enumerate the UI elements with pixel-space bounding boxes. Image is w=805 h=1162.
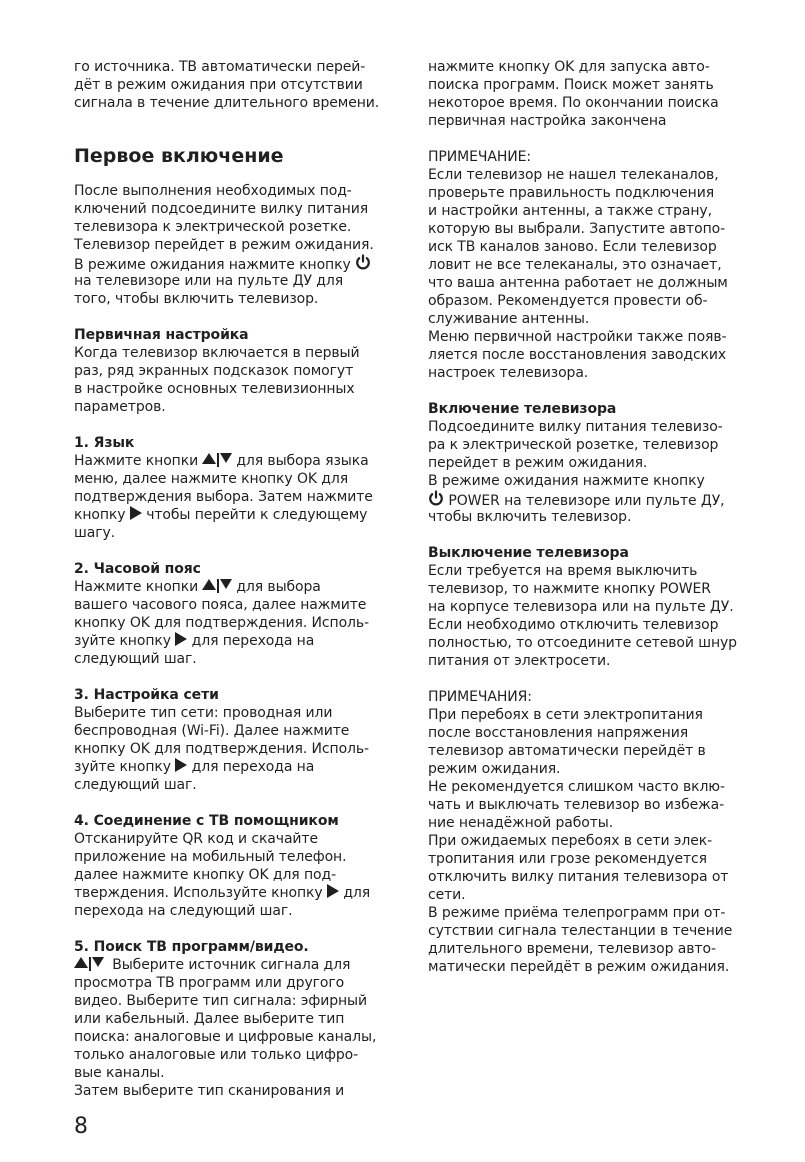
right-arrow-icon [175, 632, 187, 646]
text-line: проверьте правильность подключения [428, 185, 715, 201]
text-span: Выберите источник сигнала для [112, 957, 351, 973]
power-icon [428, 490, 444, 506]
text-line: питания от электросети. [428, 653, 611, 669]
text-line: параметров. [74, 399, 166, 415]
text-span: зуйте кнопку [74, 633, 171, 649]
text-line: вашего часового пояса, далее нажмите [74, 597, 367, 613]
text-line: первичная настройка закончена [428, 113, 667, 129]
text-line: Если телевизор не нашел телеканалов, [428, 167, 719, 183]
text-line: приложение на мобильный телефон. [74, 849, 347, 865]
text-line: служивание антенны. [428, 311, 590, 327]
text-span: для выбора [236, 579, 321, 595]
text-line: режим ожидания. [428, 761, 561, 777]
text-line: настроек телевизора. [428, 365, 589, 381]
text-line: телевизор, то нажмите кнопку POWER [428, 581, 711, 597]
text-line: Если требуется на время выключить [428, 563, 698, 579]
text-line: следующий шаг. [74, 777, 197, 793]
text-line: следующий шаг. [74, 651, 197, 667]
text-line: образом. Рекомендуется провести об- [428, 293, 708, 309]
text-line: матически перейдёт в режим ожидания. [428, 959, 730, 975]
text-line: беспроводная (Wi-Fi). Далее нажмите [74, 723, 350, 739]
text-line: ключений подсоедините вилку питания [74, 201, 369, 217]
subheading: Включение телевизора [428, 401, 617, 417]
text-line: перехода на следующий шаг. [74, 903, 293, 919]
text-line: в настройке основных телевизионных [74, 381, 355, 397]
text-line [74, 632, 314, 650]
text-line: сети. [428, 887, 466, 903]
text-span: для перехода на [191, 633, 315, 649]
page-number: 8 [74, 1114, 88, 1139]
down-arrow-icon [220, 579, 232, 589]
subheading: 4. Соединение с ТВ помощником [74, 813, 339, 829]
text-line: которую вы выбрали. Запустите автопо- [428, 221, 726, 237]
text-line: При ожидаемых перебоях в сети элек- [428, 833, 713, 849]
separator-icon [217, 453, 219, 467]
down-arrow-icon [92, 957, 104, 967]
text-line: полностью, то отсоедините сетевой шнур [428, 635, 737, 651]
text-span: кнопку [74, 507, 126, 523]
text-line: раз, ряд экранных подсказок помогут [74, 363, 354, 379]
up-arrow-icon [74, 957, 88, 968]
text-line: перейдет в режим ожидания. [428, 455, 648, 471]
text-line: и настройки антенны, а также страну, [428, 203, 712, 219]
power-icon [355, 254, 371, 270]
right-arrow-icon [130, 506, 142, 520]
subheading: 3. Настройка сети [74, 687, 219, 703]
text-line: поиска: аналоговые и цифровые каналы, [74, 1029, 377, 1045]
text-line: что ваша антенна работает не должным [428, 275, 728, 291]
text-line: после восстановления напряжения [428, 725, 689, 741]
text-line: Меню первичной настройки также появ- [428, 329, 727, 345]
subheading: Выключение телевизора [428, 545, 629, 561]
right-arrow-icon [175, 758, 187, 772]
text-line: ние ненадёжной работы. [428, 815, 614, 831]
text-line: на корпусе телевизора или на пульте ДУ. [428, 599, 734, 615]
text-line: на телевизоре или на пульте ДУ для [74, 273, 344, 289]
text-line: телевизора к электрической розетке. [74, 219, 352, 235]
text-line: просмотра ТВ программ или другого [74, 975, 345, 991]
text-line: далее нажмите кнопку OK для под- [74, 867, 337, 883]
text-span: для перехода на [191, 759, 315, 775]
subheading: Первичная настройка [74, 327, 249, 343]
text-line [74, 254, 371, 274]
text-line [74, 506, 367, 524]
text-span: В режиме ожидания нажмите кнопку [74, 257, 351, 273]
text-line: В режиме приёма телепрограмм при от- [428, 905, 726, 921]
text-line [74, 758, 314, 776]
text-line: Отсканируйте QR код и скачайте [74, 831, 318, 847]
text-span: зуйте кнопку [74, 759, 171, 775]
text-line: видео. Выберите тип сигнала: эфирный [74, 993, 367, 1009]
text-line: кнопку OK для подтверждения. Исполь- [74, 741, 369, 757]
separator-icon [89, 957, 91, 971]
text-line: При перебоях в сети электропитания [428, 707, 703, 723]
text-line: Когда телевизор включается в первый [74, 345, 360, 361]
text-line: Не рекомендуется слишком часто вклю- [428, 779, 725, 795]
down-arrow-icon [220, 453, 232, 463]
text-line: В режиме ожидания нажмите кнопку [428, 473, 705, 489]
text-line: нажмите кнопку OK для запуска авто- [428, 59, 710, 75]
text-line [428, 490, 724, 510]
text-line [74, 578, 321, 596]
section-heading: Первое включение [74, 145, 284, 167]
text-line: вые каналы. [74, 1065, 165, 1081]
subheading: 2. Часовой пояс [74, 561, 201, 577]
text-line: поиска программ. Поиск может занять [428, 77, 714, 93]
right-arrow-icon [327, 884, 339, 898]
text-line: кнопку OK для подтверждения. Исполь- [74, 615, 369, 631]
text-span: POWER на телевизоре или пульте ДУ, [448, 493, 725, 509]
text-line: ра к электрической розетке, телевизор [428, 437, 719, 453]
up-arrow-icon [202, 579, 216, 590]
text-line: Если необходимо отключить телевизор [428, 617, 719, 633]
text-span: Нажмите кнопки [74, 579, 199, 595]
text-line: только аналоговые или только цифро- [74, 1047, 359, 1063]
text-line: ловит не все телеканалы, это означает, [428, 257, 722, 273]
text-line: или кабельный. Далее выберите тип [74, 1011, 345, 1027]
text-line: После выполнения необходимых под- [74, 183, 352, 199]
text-span: чтобы перейти к следующему [146, 507, 368, 523]
text-line: чать и выключать телевизор во избежа- [428, 797, 725, 813]
text-line: того, чтобы включить телевизор. [74, 291, 319, 307]
text-line: подтверждения выбора. Затем нажмите [74, 489, 373, 505]
subheading: 5. Поиск ТВ программ/видео. [74, 939, 309, 955]
text-line: шагу. [74, 525, 115, 541]
text-span: Нажмите кнопки [74, 453, 199, 469]
text-line: иск ТВ каналов заново. Если телевизор [428, 239, 717, 255]
text-line: Подсоедините вилку питания телевизо- [428, 419, 723, 435]
note-title: ПРИМЕЧАНИЯ: [428, 689, 532, 705]
text-line: Затем выберите тип сканирования и [74, 1083, 345, 1099]
text-line: Телевизор перейдет в режим ожидания. [74, 237, 374, 253]
intro-line: сигнала в течение длительного времени. [74, 95, 380, 111]
intro-line: дёт в режим ожидания при отсутствии [74, 77, 363, 93]
separator-icon [217, 579, 219, 593]
text-line: длительного времени, телевизор авто- [428, 941, 716, 957]
text-line: тропитания или грозе рекомендуется [428, 851, 707, 867]
text-line: телевизор автоматически перейдёт в [428, 743, 706, 759]
text-span: для [343, 885, 371, 901]
text-line: сутствии сигнала телестанции в течение [428, 923, 733, 939]
text-span: для выбора языка [236, 453, 369, 469]
text-line: отключить вилку питания телевизора от [428, 869, 729, 885]
subheading: 1. Язык [74, 435, 135, 451]
text-line [74, 452, 369, 470]
text-line [74, 884, 370, 902]
text-line: чтобы включить телевизор. [428, 509, 632, 525]
text-line: Выберите тип сети: проводная или [74, 705, 333, 721]
note-title: ПРИМЕЧАНИЕ: [428, 149, 532, 165]
text-line: меню, далее нажмите кнопку OK для [74, 471, 349, 487]
text-line: некоторое время. По окончании поиска [428, 95, 719, 111]
text-span: тверждения. Используйте кнопку [74, 885, 323, 901]
up-arrow-icon [202, 453, 216, 464]
text-line [74, 956, 350, 974]
intro-line: го источника. ТВ автоматически перей- [74, 59, 366, 75]
text-line: ляется после восстановления заводских [428, 347, 727, 363]
